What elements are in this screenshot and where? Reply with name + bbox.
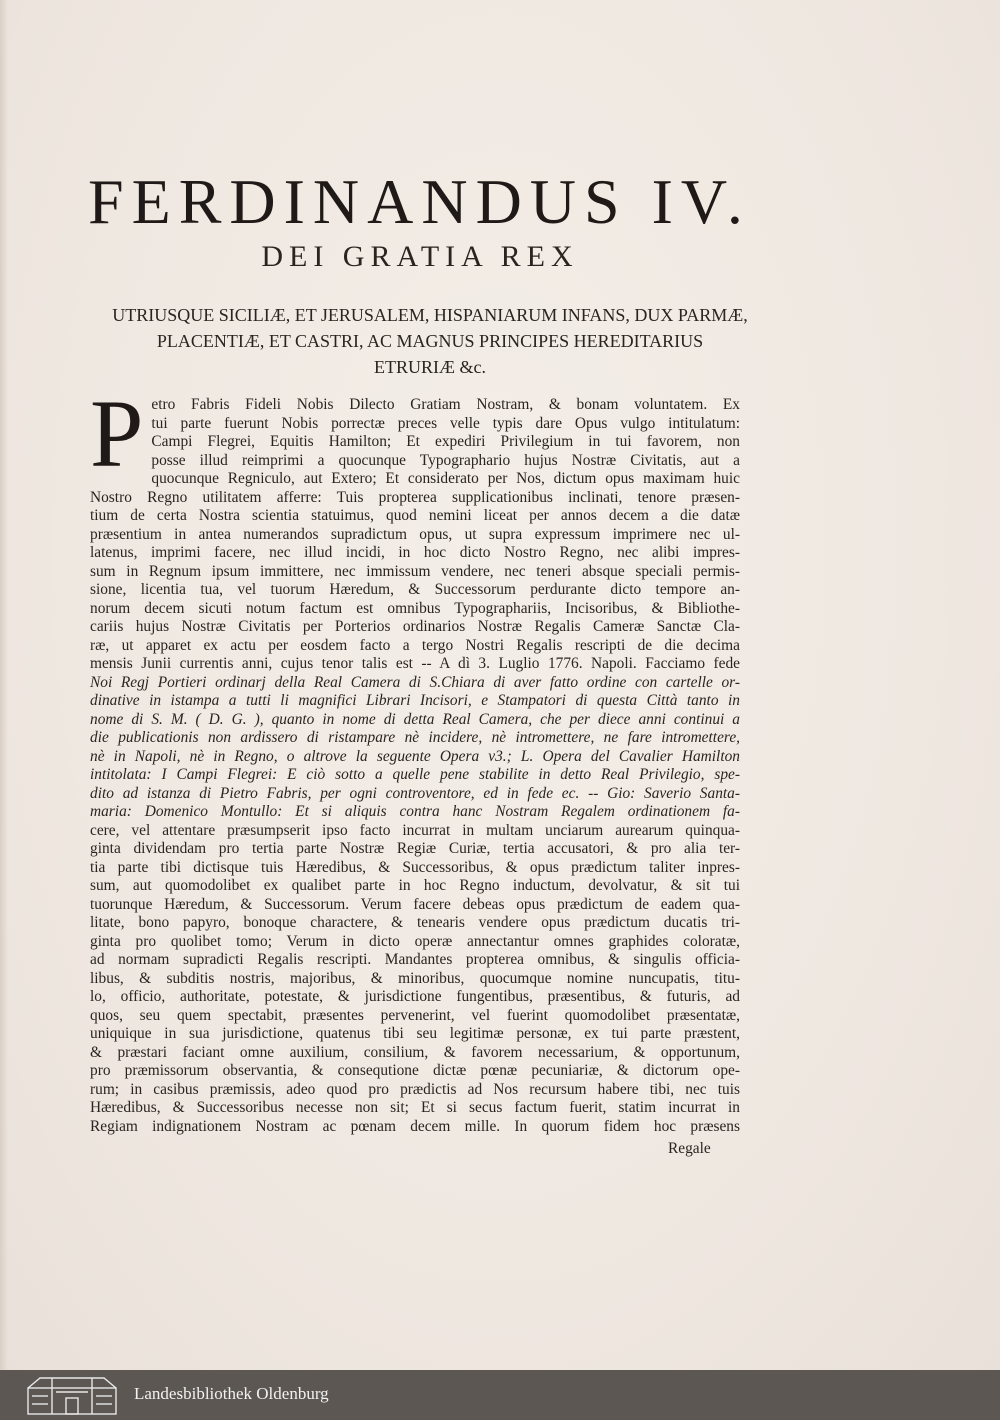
body-line: Noi Regj Portieri ordinarj della Real Camera di S.Chiara di aver fatto ordine con cartelle or- xyxy=(90,673,740,691)
body-line: Nostro Regno utilitatem afferre: Tuis propterea supplicationibus inclinati, tenore præsen- xyxy=(90,488,740,506)
body-line: ræ, ut apparet ex actu per eosdem facto a tergo Nostri Regalis rescripti de die decima xyxy=(90,636,740,654)
catchword: Regale xyxy=(668,1140,711,1157)
library-name: Landesbibliothek Oldenburg xyxy=(134,1384,329,1403)
body-line: Regiam indignationem Nostram ac pœnam decem mille. In quorum fidem hoc præsens xyxy=(90,1117,740,1135)
royal-titles xyxy=(100,302,760,380)
body-line: tia parte tibi dictisque tuis Hæredibus, & Successoribus, & opus prædictum taliter inpres- xyxy=(90,858,740,876)
body-line: dinative in istampa a tutti li magnifici Librari Incisori, e Stampatori di questa Città tanto in xyxy=(90,692,740,709)
body-line: ad normam supradicti Regalis rescripti. Mandantes propterea omnibus, & singulis officia- xyxy=(90,951,740,968)
body-line: tuorunque Hæredum, & Successorum. Verum facere debeas opus prædictum de eadem qua- xyxy=(90,895,740,913)
body-line: Campi Flegrei, Equitis Hamilton; Et expediri Privilegium in tui favorem, non xyxy=(151,433,740,450)
library-building-icon xyxy=(22,1374,122,1416)
body-line: nè in Napoli, nè in Regno, o altrove la seguente Opera v3.; L. Opera del Cavalier Hamilton xyxy=(90,747,740,765)
body-line: posse illud reimprimi a quocunque Typographario hujus Nostræ Civitatis, aut a xyxy=(151,451,740,469)
body-line: litate, bono papyro, bonoque charactere, & tenearis vendere opus prædictum ducatis tri- xyxy=(90,914,740,931)
body-line: quocunque Regniculo, aut Extero; Et considerato per Nos, dictum opus maximam huic xyxy=(151,470,740,487)
body-line: Hæredibus, & Successoribus necesse non sit; Et si secus factum fuerit, statim incurrat in xyxy=(90,1099,740,1116)
body-line: cariis hujus Nostræ Civitatis per Porterios ordinarios Nostræ Regalis Cameræ Sanctæ Cla- xyxy=(90,618,740,635)
body-line: cere, vel attentare præsumpserit ipso facto incurrat in multam unciarum aurearum quinqua- xyxy=(90,821,740,839)
page-edge-shadow xyxy=(0,0,8,1370)
body-line: sum in Regnum ipsum immittere, nec immissum vendere, nec teneri absque speciali permis- xyxy=(90,562,740,580)
body-line: maria: Domenico Montullo: Et si aliquis contra hanc Nostram Regalem ordinationem fa- xyxy=(90,803,740,820)
body-line: lo, officio, authoritate, potestate, & jurisdictione fungentibus, præsentibus, & futuris, ad xyxy=(90,988,740,1005)
body-line: nome di S. M. ( D. G. ), quanto in nome di detta Real Camera, che per diece anni continui a xyxy=(90,710,740,728)
privilege-body-text xyxy=(90,380,740,1136)
body-line: ginta pro quolibet tomo; Verum in dicto operæ annectantur omnes graphides coloratæ, xyxy=(90,932,740,950)
body-line: pro præmissorum observantia, & consequtione dictæ pœnæ pecuniariæ, & dictorum ope- xyxy=(90,1062,740,1079)
body-line: & præstari faciant omne auxilium, consilium, & favorem necessarium, & opportunum, xyxy=(90,1043,740,1061)
body-line: præsentium in antea numerandos supradictum opus, ut supra expressum imprimere nec ul- xyxy=(90,525,740,543)
body-line: norum decem sicuti notum factum est omnibus Typographariis, Incisoribus, & Bibliothe- xyxy=(90,599,740,617)
body-line: mensis Junii currentis anni, cujus tenor talis est -- A dì 3. Luglio 1776. Napoli. Facciamo fede xyxy=(90,655,740,672)
body-line: dito ad istanza di Pietro Fabris, per ogni controventore, ed in fede ec. -- Gio: Saverio Santa- xyxy=(90,784,740,802)
body-line: ginta dividendam pro tertia parte Nostræ Regiæ Curiæ, tertia accusatori, & pro alia ter- xyxy=(90,840,740,857)
body-line: intitolata: I Campi Flegrei: E ciò sotto a quelle pene stabilite in detto Real Privilegio, spe- xyxy=(90,766,740,783)
body-line: tium de certa Nostra scientia statuimus, quod nemini liceat per annos decem a die datæ xyxy=(90,507,740,524)
library-footer-bar xyxy=(0,1370,1000,1420)
document-title: FERDINANDUS IV. xyxy=(88,166,751,237)
document-subtitle: DEI GRATIA REX xyxy=(261,240,579,273)
royal-titles-line: UTRIUSQUE SICILIÆ, ET JERUSALEM, HISPANIARUM INFANS, DUX PARMÆ, xyxy=(112,305,748,325)
royal-titles-line: ETRURIÆ &c. xyxy=(374,357,486,377)
body-line: tui parte fuerunt Nobis porrectæ preces velle typis dare Opus vulgo intitulatum: xyxy=(151,414,740,432)
body-line: uniquique in sua jurisdictione, quatenus tibi seu legitimæ personæ, ex tui parte præstent, xyxy=(90,1025,740,1042)
body-line: sione, licentia tua, vel tuorum Hæredum, & Successorum perdurante dicto tempore an- xyxy=(90,581,740,598)
body-line: sum, aut quomodolibet ex qualibet parte in hoc Regno inductum, devolvatur, & sit tui xyxy=(90,877,740,894)
body-line: latenus, imprimi facere, nec illud incidi, in hoc dicto Nostro Regno, nec alibi impres- xyxy=(90,544,740,561)
drop-cap: P xyxy=(90,380,144,487)
body-line: etro Fabris Fideli Nobis Dilecto Gratiam Nostram, & bonam voluntatem. Ex xyxy=(151,396,740,413)
body-line: die publicationis non ardissero di ristampare nè incidere, nè intromettere, ne fare intromettere, xyxy=(90,729,740,746)
royal-titles-line: PLACENTIÆ, ET CASTRI, AC MAGNUS PRINCIPES HEREDITARIUS xyxy=(156,331,704,351)
body-line: quos, seu quem spectabit, præsentes pervenerint, vel fuerint quomodolibet præsentatæ, xyxy=(90,1006,740,1024)
body-line: rum; in casibus præmissis, adeo quod pro prædictis ad Nos recursum habere tibi, nec tuis xyxy=(90,1080,740,1098)
body-line: libus, & subditis nostris, majoribus, & minoribus, quocumque nomine nuncupatis, titu- xyxy=(90,969,740,987)
